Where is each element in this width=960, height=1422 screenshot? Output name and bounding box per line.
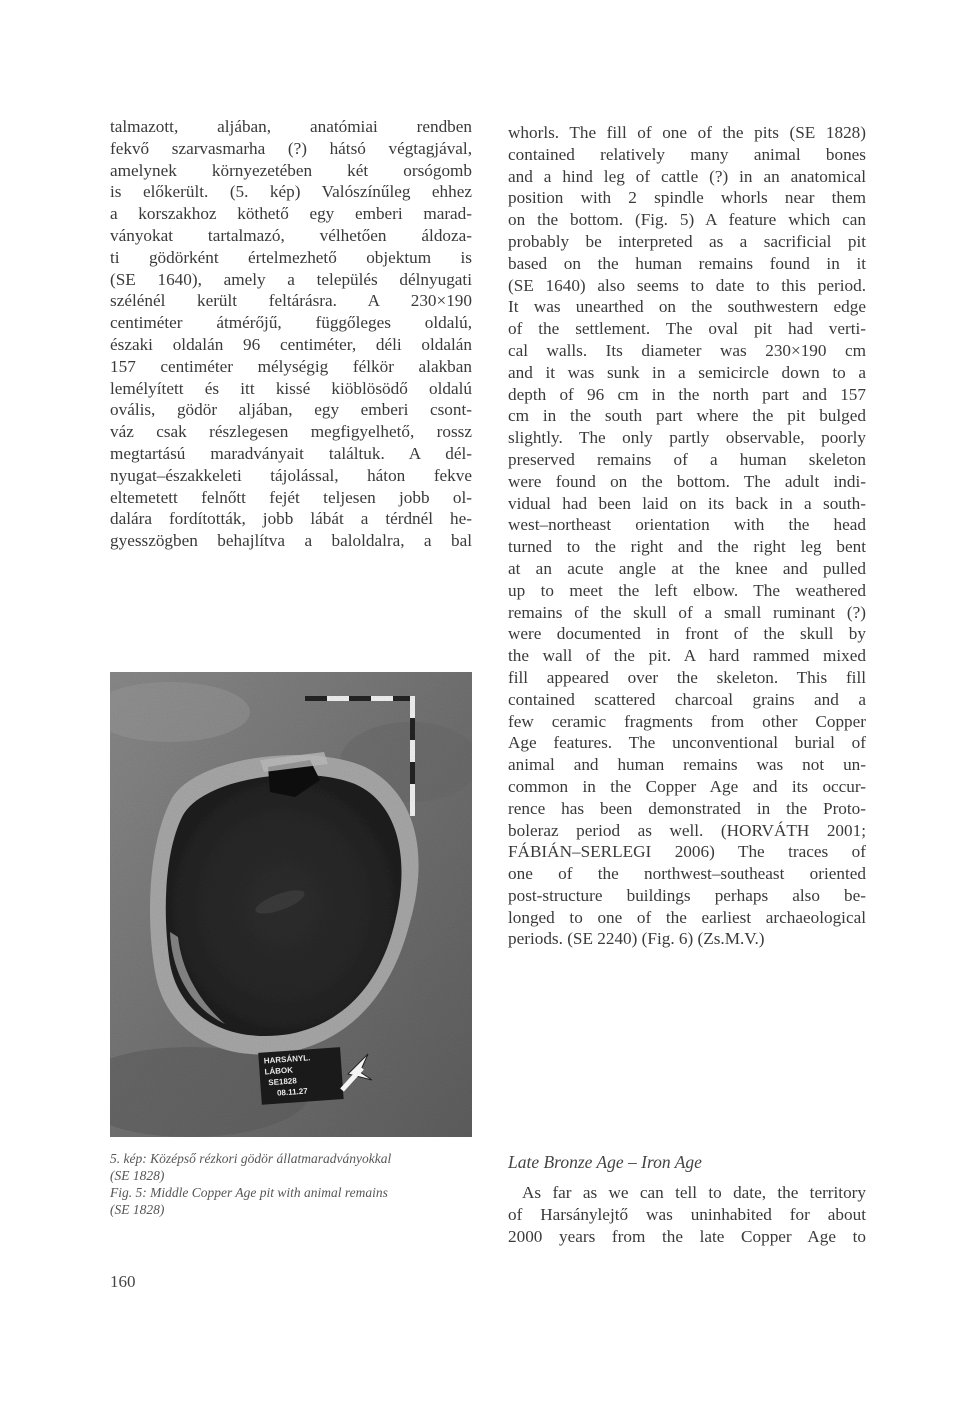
text-line: few ceramic fragments from other Copper	[508, 711, 866, 731]
photo-label-line: HARSÁNYL.	[263, 1053, 311, 1066]
text-line: boleraz period as well. (HORVÁTH 2001;	[508, 820, 866, 840]
text-line: turned to the right and the right leg bent	[508, 537, 866, 557]
text-line: preserved remains of a human skeleton	[508, 449, 866, 469]
text-line: on the bottom. (Fig. 5) A feature which can	[508, 210, 866, 230]
text-line: (SE 1640) also seems to date to this period.	[508, 275, 866, 295]
text-line: északi oldalán 96 centiméter, déli oldalán	[110, 334, 472, 354]
text-line: one of the northwest–southeast oriented	[508, 864, 866, 884]
right-paragraph	[508, 122, 866, 950]
text-line: the wall of the pit. A hard rammed mixed	[508, 646, 866, 666]
text-line: megtartású maradványait találtuk. A dél-	[110, 443, 472, 463]
text-line: nyugat–északkeleti tájolással, háton fekve	[110, 465, 472, 485]
text-line: ti gödörként értelmezhető objektum is	[110, 247, 472, 267]
text-line: amelynek környezetében két orsógomb	[110, 160, 472, 180]
figure-caption	[110, 1150, 472, 1218]
caption-hu-line: 5. kép: Középső rézkori gödör állatmaradványokkal	[110, 1151, 392, 1166]
text-line: position with 2 spindle whorls near them	[508, 188, 866, 208]
photo-label-line: 08.11.27	[276, 1086, 309, 1098]
text-line: 157 centiméter mélységig félkör alakban	[110, 356, 472, 376]
pit-photograph	[110, 672, 472, 1137]
text-line: váz csak részlegesen megfigyelhető, rossz	[110, 422, 472, 442]
right-column-text	[508, 122, 866, 950]
text-line: lemélyített és itt kissé kiöblösödő oldalú	[110, 378, 472, 398]
caption-en-line: Fig. 5: Middle Copper Age pit with animal remains	[110, 1185, 388, 1200]
caption-hu-line: (SE 1828)	[110, 1168, 165, 1183]
text-line: at an acute angle at the knee and pulled	[508, 558, 866, 578]
text-line: a korszakhoz köthető egy emberi marad-	[110, 204, 472, 224]
text-line: eltemetett felnőtt fejét teljesen jobb ol-	[110, 487, 472, 507]
photo-label-line: LÁBOK	[264, 1065, 294, 1077]
text-line: whorls. The fill of one of the pits (SE 1828)	[508, 123, 866, 142]
photo-label-line: SE1828	[268, 1076, 298, 1088]
text-line: were documented in front of the skull by	[508, 624, 866, 644]
text-line: FÁBIÁN–SERLEGI 2006) The traces of	[508, 842, 866, 862]
text-line: ovális, gödör aljában, egy emberi csont-	[110, 400, 472, 420]
page-number: 160	[110, 1272, 136, 1291]
text-line: vidual had been laid on its back in a south-	[508, 493, 866, 513]
text-line: were found on the bottom. The adult indi-	[508, 471, 866, 491]
text-line: depth of 96 cm in the north part and 157	[508, 384, 866, 404]
text-line: periods. (SE 2240) (Fig. 6) (Zs.M.V.)	[508, 929, 765, 949]
text-line: As far as we can tell to date, the territory	[522, 1183, 866, 1202]
section-subheading: Late Bronze Age – Iron Age	[508, 1152, 702, 1172]
text-line: of Harsánylejtő was uninhabited for about	[508, 1204, 866, 1224]
text-line: centiméter átmérőjű, függőleges oldalú,	[110, 313, 472, 333]
text-line: up to meet the left elbow. The weathered	[508, 580, 866, 600]
text-line: gyesszögben behajlítva a baloldalra, a bal	[110, 531, 472, 551]
text-line: longed to one of the earliest archaeological	[508, 907, 866, 927]
caption-en-line: (SE 1828)	[110, 1202, 165, 1217]
right-section-paragraph	[508, 1182, 866, 1247]
text-line: rence has been demonstrated in the Proto-	[508, 798, 866, 818]
text-line: talmazott, aljában, anatómiai rendben	[110, 117, 472, 136]
text-line: remains of the skull of a small ruminant (?)	[508, 602, 866, 622]
text-line: dalára fordították, jobb lábát a térdnél he-	[110, 509, 472, 529]
text-line: of the settlement. The oval pit had verti-	[508, 319, 866, 339]
text-line: fekvő szarvasmarha (?) hátsó végtagjával,	[110, 138, 472, 158]
text-line: probably be interpreted as a sacrificial pit	[508, 231, 866, 251]
text-line: cm in the south part where the pit bulged	[508, 406, 866, 426]
text-line: szélénél került feltárásra. A 230×190	[110, 291, 472, 311]
text-line: ványokat tartalmazó, vélhetően áldoza-	[110, 225, 472, 245]
text-line: contained relatively many animal bones	[508, 144, 866, 164]
text-line: cal walls. Its diameter was 230×190 cm	[508, 340, 866, 360]
text-line: based on the human remains found in it	[508, 253, 866, 273]
text-line: west–northeast orientation with the head	[508, 515, 866, 535]
excavation-photo	[110, 672, 472, 1137]
text-line: slightly. The only partly observable, poorly	[508, 428, 866, 448]
text-line: and a hind leg of cattle (?) in an anatomical	[508, 166, 866, 186]
text-line: and it was sunk in a semicircle down to a	[508, 362, 866, 382]
text-line: (SE 1640), amely a település délnyugati	[110, 269, 472, 289]
text-line: is előkerült. (5. kép) Valószínűleg ehhez	[110, 182, 472, 202]
text-line: contained scattered charcoal grains and a	[508, 689, 866, 709]
text-line: post-structure buildings perhaps also be-	[508, 885, 866, 905]
right-section-text	[508, 1182, 866, 1247]
text-line: common in the Copper Age and its occur-	[508, 776, 866, 796]
left-paragraph	[110, 116, 472, 552]
left-column-text	[110, 116, 472, 552]
text-line: 2000 years from the late Copper Age to	[508, 1226, 866, 1246]
text-line: fill appeared over the skeleton. This fill	[508, 667, 866, 687]
text-line: It was unearthed on the southwestern edge	[508, 297, 866, 317]
photo-label-card	[258, 1047, 343, 1105]
text-line: Age features. The unconventional burial of	[508, 733, 866, 753]
text-line: animal and human remains was not un-	[508, 755, 866, 775]
